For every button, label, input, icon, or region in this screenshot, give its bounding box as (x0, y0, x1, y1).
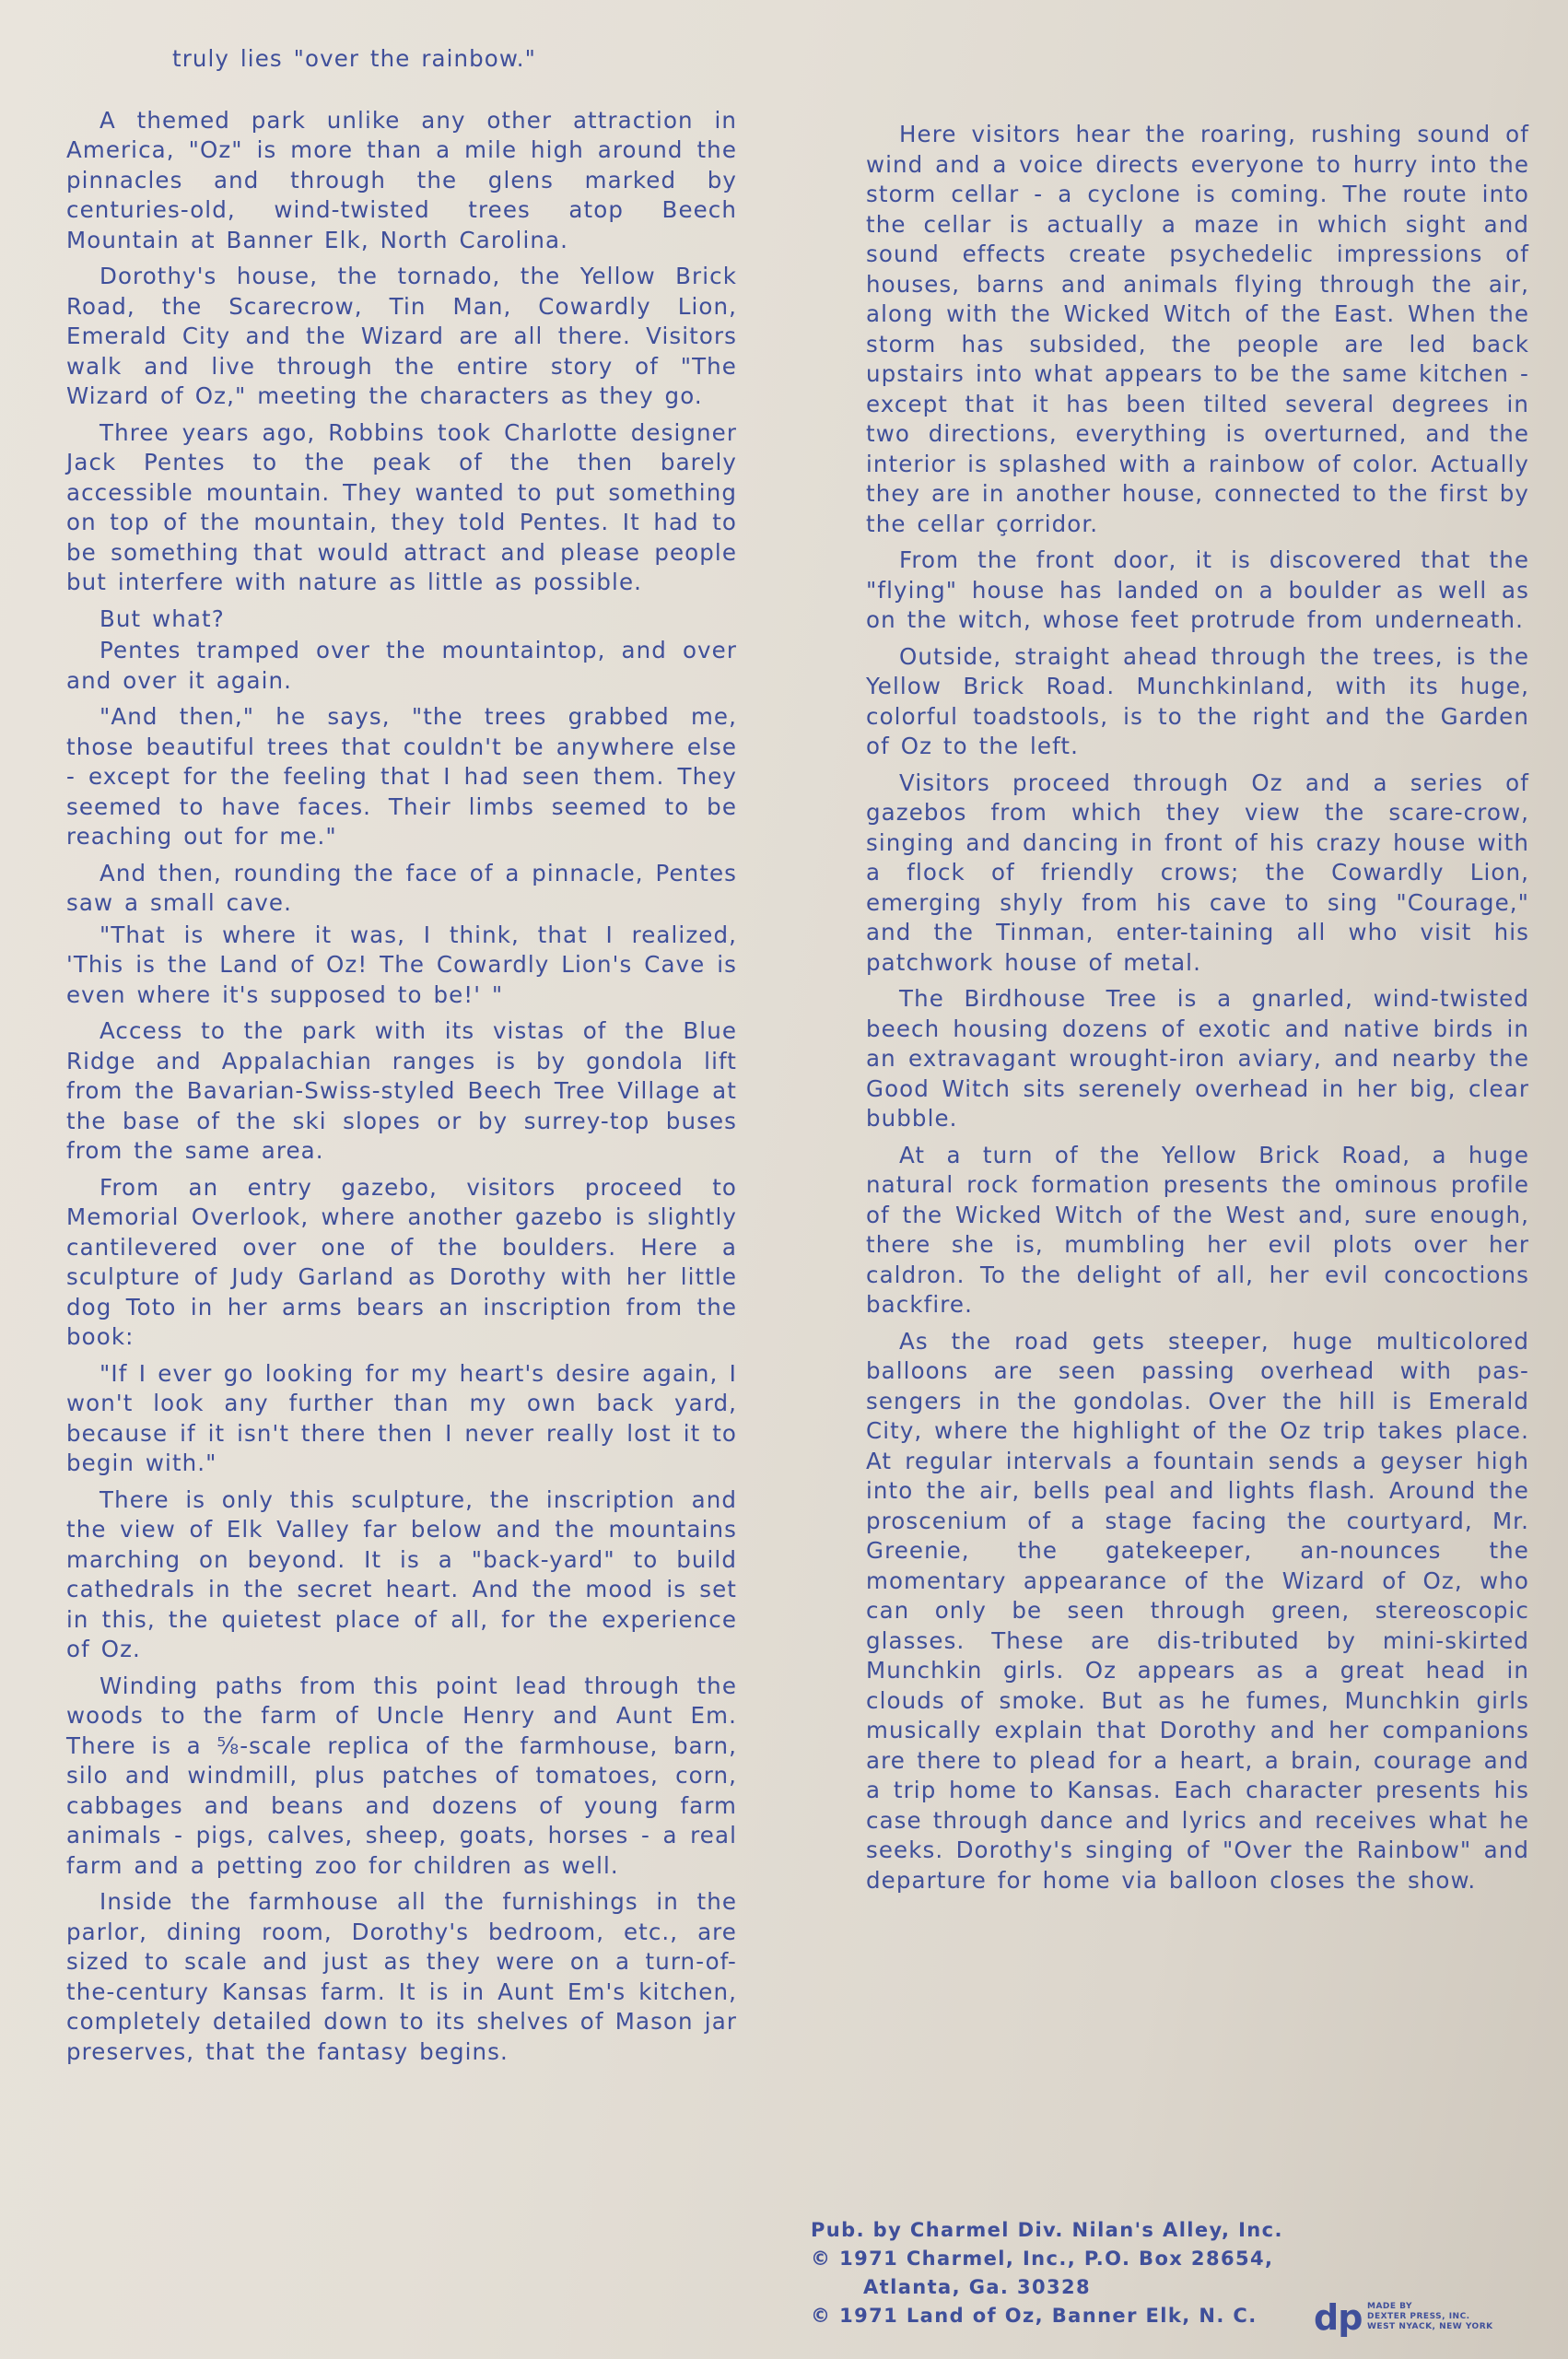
dp-logo-mark: dp (1314, 2297, 1363, 2338)
printer-location: WEST NYACK, NEW YORK (1367, 2322, 1493, 2331)
copyright-land-of-oz: © 1971 Land of Oz, Banner Elk, N. C. (811, 2305, 1258, 2327)
paragraph-emerald-city: As the road gets steeper, huge multicolored balloons are seen passing overhead with pas-sengers in the gondolas. Over the hill is Emerald City, where the highlight of the Oz trip takes place. At regular intervals a fountain sends a geyser high into the air, bells peal and lights flash. Around the proscenium of a stage facing the courtyard, Mr. Greenie, the gatekeeper, an-nounces the momentary appearance of the Wizard of Oz, who can only be seen through green, stereoscopic glasses. These are dis-tributed by mini-skirted Munchkin girls. Oz appears as a great head in clouds of smoke. But as he fumes, Munchkin girls musically explain that Dorothy and her companions are there to plead for a heart, a brain, courage and a trip home to Kansas. Each character presents his case through dance and lyrics and receives what he seeks. Dorothy's singing of "Over the Rainbow" and departure for home via balloon closes the show. (866, 1327, 1529, 1894)
paragraph-trees-grabbed: "And then," he says, "the trees grabbed me, those beautiful trees that couldn't be anywhere else - except for the feeling that I had seen them. They seemed to have faces. Their limbs seemed to be reaching out for me." (66, 703, 737, 850)
paragraph-but-what: But what? (99, 604, 225, 632)
paragraph-yellow-brick-road: Outside, straight ahead through the trees, is the Yellow Brick Road. Munchkinland, with its huge, colorful toadstools, is to the right and the Garden of Oz to the left. (866, 642, 1529, 759)
paragraph-front-door: From the front door, it is discovered that the "flying" house has landed on a boulder as well as on the witch, whose feet protrude from underneath. (866, 546, 1529, 633)
publisher-address: Atlanta, Ga. 30328 (863, 2276, 1092, 2298)
paragraph-winding-paths: Winding paths from this point lead through the woods to the farm of Uncle Henry and Aunt Em. There is a ⅝-scale replica of the farmhouse, barn, silo and windmill, plus patches of tomatoes, corn, cabbages and beans and dozens of young farm animals - pigs, calves, sheep, goats, horses - a real farm and a petting zoo for children as well. (66, 1672, 737, 1879)
paragraph-continuation: truly lies "over the rainbow." (172, 45, 537, 72)
article-right-column (866, 120, 1529, 1902)
paragraph-land-of-oz-quote: "That is where it was, I think, that I realized, 'This is the Land of Oz! The Cowardly Lion's Cave is even where it's supposed to be!' " (66, 921, 737, 1008)
dexter-press-logo (1314, 2298, 1507, 2337)
publisher-line: Pub. by Charmel Div. Nilan's Alley, Inc. (811, 2219, 1283, 2241)
paragraph-gazebos: Visitors proceed through Oz and a series of gazebos from which they view the scare-crow, singing and dancing in front of his crazy house with a flock of friendly crows; the Cowardly Lion, emerging shyly from his cave to sing "Courage," and the Tinman, enter-taining all who visit his patchwork house of metal. (866, 769, 1529, 976)
paragraph-small-cave: And then, rounding the face of a pinnacle, Pentes saw a small cave. (66, 859, 737, 916)
paragraph-dorothys-house: Dorothy's house, the tornado, the Yellow Brick Road, the Scarecrow, Tin Man, Cowardly Lion, Emerald City and the Wizard are all there. Visitors walk and live through the entire story of "The Wizard of Oz," meeting the characters as they go. (66, 263, 737, 409)
paragraph-sculpture: There is only this sculpture, the inscription and the view of Elk Valley far below and the mountains marching on beyond. It is a "back-yard" to build cathedrals in the secret heart. And the mood is set in this, the quietest place of all, for the experience of Oz. (66, 1485, 737, 1662)
publisher-credits (811, 2216, 1363, 2330)
paragraph-birdhouse-tree: The Birdhouse Tree is a gnarled, wind-twisted beech housing dozens of exotic and native birds in an extravagant wrought-iron aviary, and nearby the Good Witch sits serenely overhead in her big, clear bubble. (866, 985, 1529, 1132)
paragraph-wicked-witch: At a turn of the Yellow Brick Road, a huge natural rock formation presents the ominous profile of the Wicked Witch of the West and, sure enough, there she is, mumbling her evil plots over her caldron. To the delight of all, her evil concoctions backfire. (866, 1141, 1529, 1318)
paragraph-entry-gazebo: From an entry gazebo, visitors proceed to Memorial Overlook, where another gazebo is slightly cantilevered over one of the boulders. Here a sculpture of Judy Garland as Dorothy with her little dog Toto in her arms bears an inscription from the book: (66, 1173, 737, 1350)
paragraph-themed-park: A themed park unlike any other attraction in America, "Oz" is more than a mile high around the pinnacles and through the glens marked by centuries-old, wind-twisted trees atop Beech Mountain at Banner Elk, North Carolina. (66, 106, 737, 253)
printer-made-by: MADE BY (1367, 2302, 1413, 2311)
paragraph-inscription-quote: "If I ever go looking for my heart's desire again, I won't look any further than my own back yard, because if it isn't there then I never really lost it to begin with." (66, 1359, 737, 1476)
paragraph-storm-cellar: Here visitors hear the roaring, rushing sound of wind and a voice directs everyone to hurry into the storm cellar - a cyclone is coming. The route into the cellar is actually a maze in which sight and sound effects create psychedelic impressions of houses, barns and animals flying through the air, along with the Wicked Witch of the East. When the storm has subsided, the people are led back upstairs into what appears to be the same kitchen - except that it has been tilted several degrees in two directions, everything is overturned, and the interior is splashed with a rainbow of color. Actually they are in another house, connected to the first by the cellar çorridor. (866, 121, 1529, 537)
paragraph-three-years-ago: Three years ago, Robbins took Charlotte designer Jack Pentes to the peak of the then barely accessible mountain. They wanted to put something on top of the mountain, they told Pentes. It had to be something that would attract and please people but interfere with nature as little as possible. (66, 418, 737, 595)
article-left-column (66, 44, 737, 2073)
paragraph-pentes-tramped: Pentes tramped over the mountaintop, and over and over it again. (66, 637, 737, 694)
printer-credit (1367, 2302, 1493, 2332)
copyright-charmel: © 1971 Charmel, Inc., P.O. Box 28654, (811, 2248, 1274, 2270)
printer-name: DEXTER PRESS, INC. (1367, 2312, 1470, 2321)
paragraph-access: Access to the park with its vistas of the Blue Ridge and Appalachian ranges is by gondola lift from the Bavarian-Swiss-styled Beech Tree Village at the base of the ski slopes or by surrey-top buses from the same area. (66, 1017, 737, 1164)
paragraph-farmhouse: Inside the farmhouse all the furnishings in the parlor, dining room, Dorothy's bedroom, etc., are sized to scale and just as they were on a turn-of-the-century Kansas farm. It is in Aunt Em's kitchen, completely detailed down to its shelves of Mason jar preserves, that the fantasy begins. (66, 1888, 737, 2065)
